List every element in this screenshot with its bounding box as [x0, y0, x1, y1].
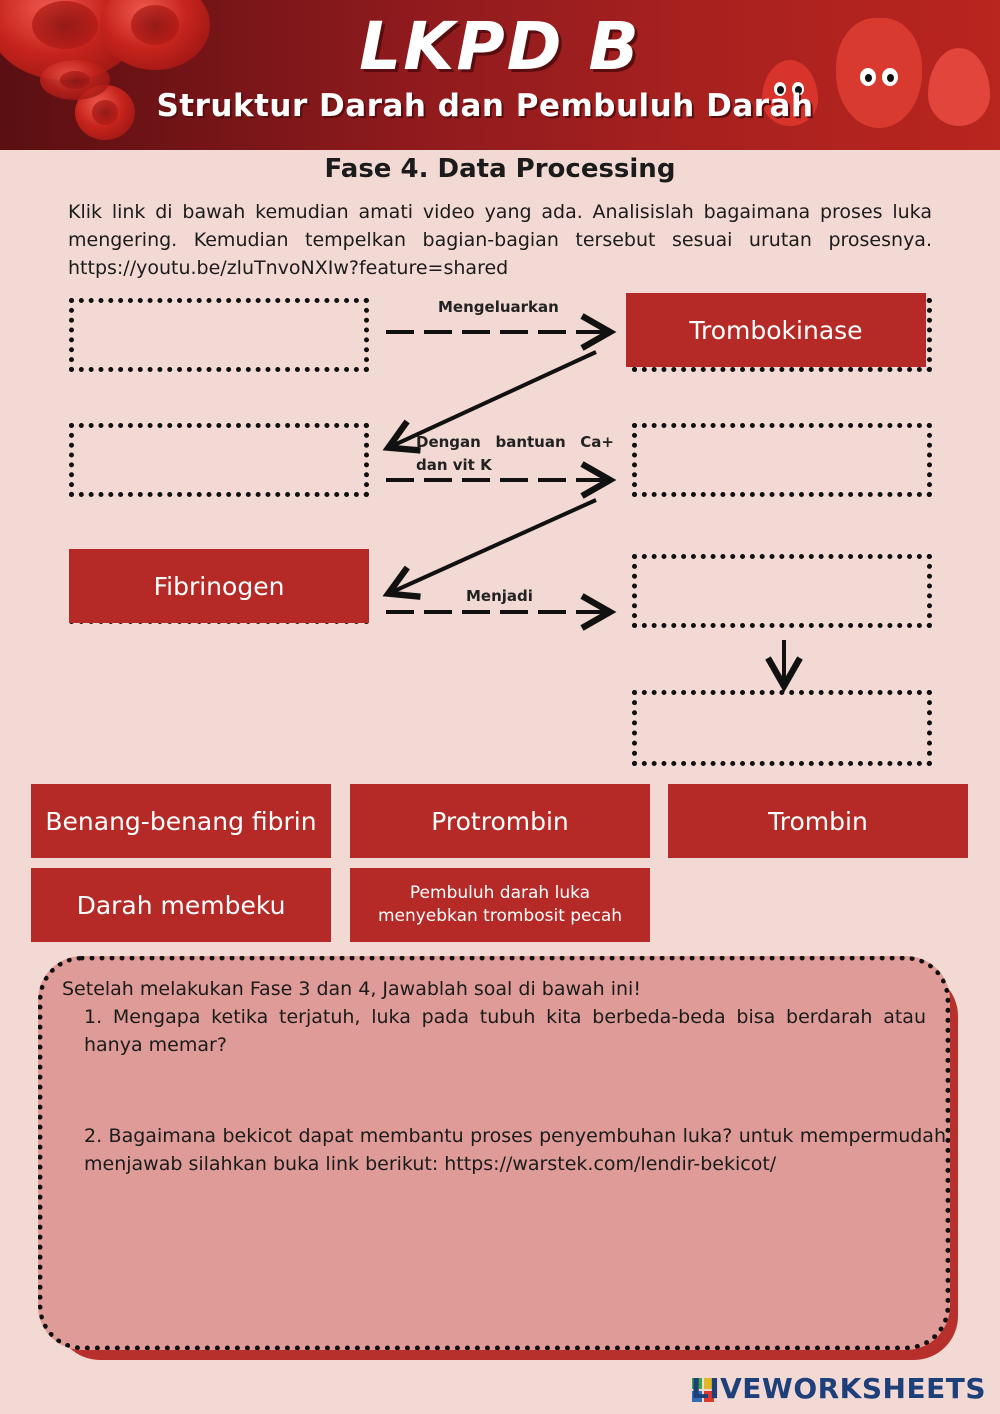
option-card[interactable]: Darah membeku: [31, 868, 331, 942]
option-card[interactable]: Protrombin: [350, 784, 650, 858]
question-intro: Setelah melakukan Fase 3 dan 4, Jawablah soal di bawah ini!: [62, 978, 641, 1000]
worksheet-title: LKPD B: [359, 8, 641, 85]
option-card[interactable]: Pembuluh darah luka menyebkan trombosit pecah: [350, 868, 650, 942]
placed-card-trombokinase[interactable]: Trombokinase: [626, 293, 926, 367]
drop-slot-5[interactable]: [632, 690, 932, 766]
instructions-text: Klik link di bawah kemudian amati video yang ada. Analisislah bagaimana proses luka mengering. Kemudian tempelkan bagian-bagian tersebut sesuai urutan prosesnya. https://youtu.be/zluTnvoNXIw?feature=shared: [68, 201, 932, 279]
option-card[interactable]: Trombin: [668, 784, 968, 858]
question-2: 2. Bagaimana bekicot dapat membantu proses penyembuhan luka? untuk mempermudah menjawab silahkan buka link berikut: https://warstek.com/lendir-bekicot/: [84, 1125, 946, 1175]
answer-field-2[interactable]: [84, 1214, 930, 1328]
drop-slot-1[interactable]: [69, 298, 369, 372]
arrow-diag2: [392, 500, 596, 592]
drop-slot-4[interactable]: [632, 554, 932, 628]
label-bantuan: Dengan bantuan Ca+ dan vit K: [416, 433, 614, 474]
placed-card-fibrinogen[interactable]: Fibrinogen: [69, 549, 369, 623]
drop-slot-2[interactable]: [69, 423, 369, 497]
phase-title: Fase 4. Data Processing: [324, 154, 676, 184]
brand-wordmark: LIVEWORKSHEETS: [690, 1372, 986, 1405]
question-1: 1. Mengapa ketika terjatuh, luka pada tubuh kita berbeda-beda bisa berdarah atau hanya memar?: [84, 1006, 926, 1056]
answer-field-1[interactable]: [84, 1064, 930, 1112]
label-menjadi: Menjadi: [466, 587, 533, 605]
label-mengeluarkan: Mengeluarkan: [438, 298, 559, 316]
option-card[interactable]: Benang-benang fibrin: [31, 784, 331, 858]
drop-slot-3[interactable]: [632, 423, 932, 497]
worksheet-subtitle: Struktur Darah dan Pembuluh Darah: [156, 88, 814, 124]
